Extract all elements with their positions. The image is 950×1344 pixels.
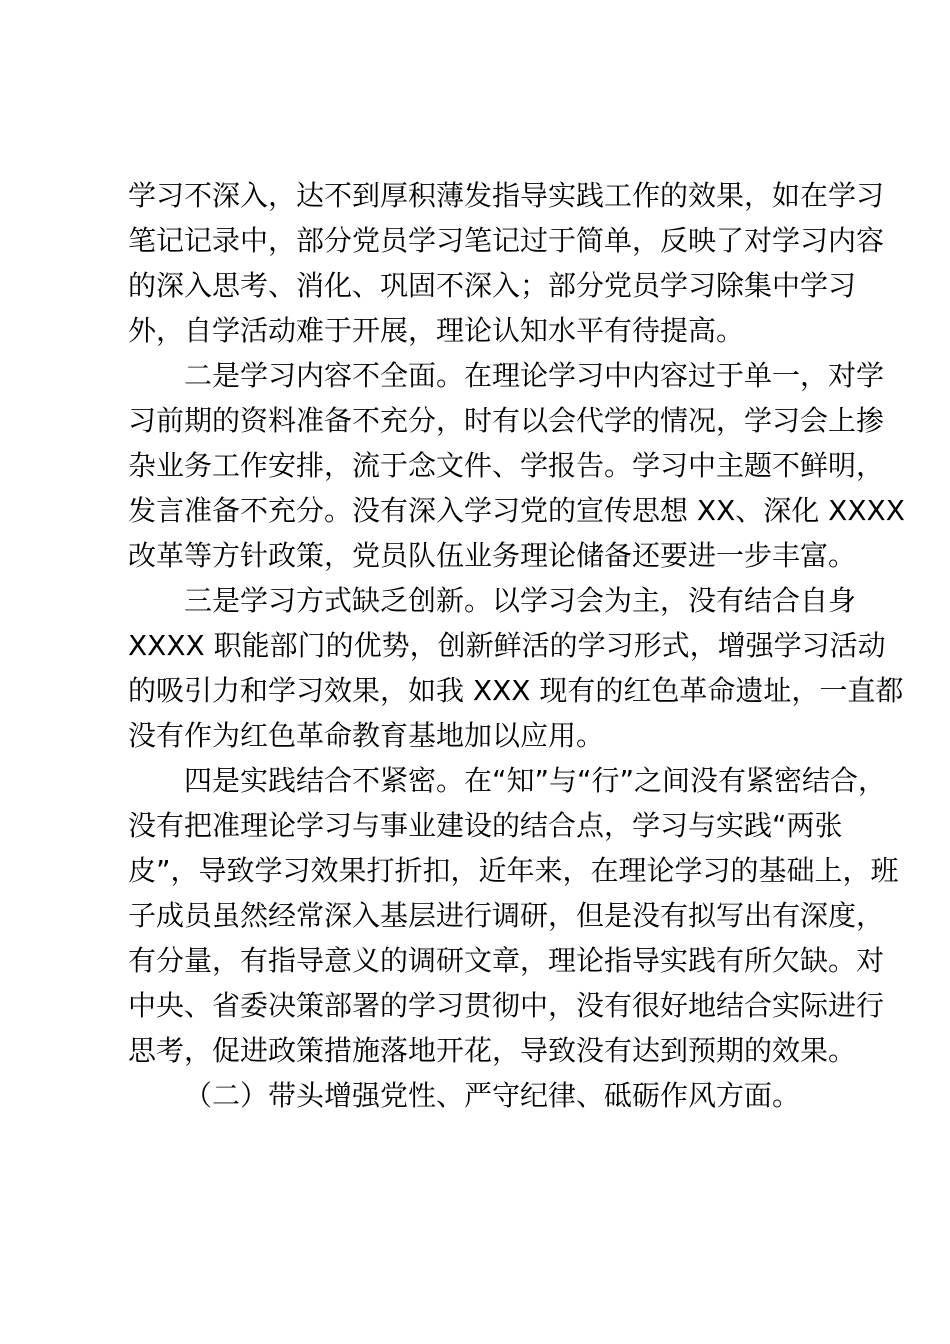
text-line-15: 没有把准理论学习与事业建设的结合点，学习与实践“两张 (128, 809, 843, 842)
text-line-4: 外，自学活动难于开展，理论认知水平有待提高。 (128, 314, 745, 347)
text-line-6: 习前期的资料准备不充分，时有以会代学的情况，学习会上掺 (128, 404, 885, 437)
text-line-7: 杂业务工作安排，流于念文件、学报告。学习中主题不鲜明， (128, 449, 885, 482)
text-line-19: 中央、省委决策部署的学习贯彻中，没有很好地结合实际进行 (128, 989, 885, 1022)
text-line-13: 没有作为红色革命教育基地加以应用。 (128, 719, 605, 752)
text-line-20: 思考，促进政策措施落地开花，导致没有达到预期的效果。 (128, 1034, 857, 1067)
text-line-18: 有分量，有指导意义的调研文章，理论指导实践有所欠缺。对 (128, 944, 885, 977)
text-line-11: XXXX 职能部门的优势，创新鲜活的学习形式，增强学习活动 (128, 629, 886, 662)
text-line-3: 的深入思考、消化、巩固不深入；部分党员学习除集中学习 (128, 269, 857, 302)
text-line-2: 笔记记录中，部分党员学习笔记过于简单，反映了对学习内容 (128, 224, 885, 257)
text-line-14: 四是实践结合不紧密。在“知”与“行”之间没有紧密结合， (184, 764, 887, 797)
text-line-17: 子成员虽然经常深入基层进行调研，但是没有拟写出有深度， (128, 899, 885, 932)
section-heading: （二）带头增强党性、严守纪律、砥砺作风方面。 (184, 1079, 801, 1112)
text-line-16: 皮”，导致学习效果打折扣，近年来，在理论学习的基础上，班 (128, 854, 899, 887)
text-line-8: 发言准备不充分。没有深入学习党的宣传思想 XX、深化 XXXX (128, 494, 905, 527)
text-line-9: 改革等方针政策，党员队伍业务理论储备还要进一步丰富。 (128, 539, 857, 572)
text-line-10: 三是学习方式缺乏创新。以学习会为主，没有结合自身 (184, 584, 857, 617)
text-line-12: 的吸引力和学习效果，如我 XXX 现有的红色革命遗址，一直都 (128, 674, 904, 707)
text-line-1: 学习不深入，达不到厚积薄发指导实践工作的效果，如在学习 (128, 179, 885, 212)
text-line-5: 二是学习内容不全面。在理论学习中内容过于单一，对学 (184, 359, 885, 392)
